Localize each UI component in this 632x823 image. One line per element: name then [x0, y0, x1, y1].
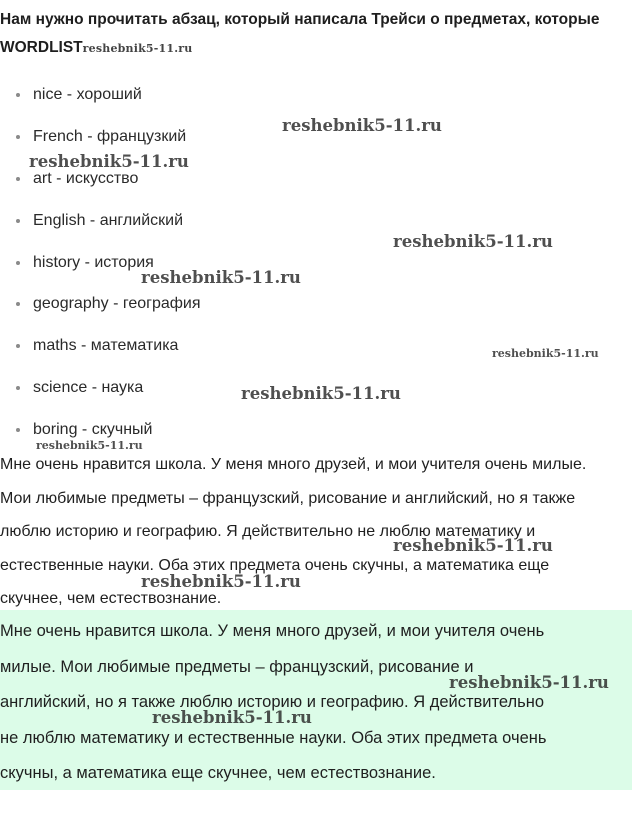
watermark: reshebnik5-11.ru [449, 673, 609, 692]
wordlist-label: WORDLIST [0, 39, 83, 56]
bullet-icon [16, 261, 20, 265]
bullet-icon [16, 344, 20, 348]
list-item-text: maths - математика [33, 337, 179, 355]
page-header [0, 6, 632, 63]
list-item [14, 208, 201, 250]
list-item-text: boring - скучный [33, 421, 153, 439]
watermark: reshebnik5-11.ru [141, 268, 301, 287]
bullet-icon [16, 219, 20, 223]
paragraph-line: люблю историю и географию. Я действительно не люблю математику и [0, 523, 536, 540]
watermark: reshebnik5-11.ru [282, 116, 442, 135]
bullet-icon [16, 135, 20, 139]
list-item [14, 333, 201, 375]
list-item-text: science - наука [33, 379, 144, 397]
bullet-icon [16, 386, 20, 390]
watermark: reshebnik5-11.ru [393, 536, 553, 555]
list-item-text: geography - география [33, 295, 201, 313]
paragraph-line: скучнее, чем естествознание. [0, 590, 222, 607]
watermark: reshebnik5-11.ru [152, 708, 312, 727]
bullet-icon [16, 428, 20, 432]
watermark: reshebnik5-11.ru [36, 439, 143, 452]
paragraph-line: милые. Мои любимые предметы – французский, рисование и [0, 657, 474, 676]
list-item [14, 82, 201, 124]
list-item-text: French - французкий [33, 127, 187, 145]
bullet-icon [16, 302, 20, 306]
list-item-text: English - английский [33, 211, 183, 229]
paragraph-russian [0, 448, 630, 616]
header-line: Нам нужно прочитать абзац, который написала Трейси о предметах, которые [0, 11, 600, 28]
paragraph-line: Мне очень нравится школа. У меня много друзей, и мои учителя очень милые. [0, 456, 587, 473]
list-item [14, 375, 201, 417]
paragraph-line: не люблю математику и естественные науки. Оба этих предмета очень [0, 728, 547, 747]
wordlist-heading [0, 34, 632, 63]
watermark: reshebnik5-11.ru [141, 572, 301, 591]
paragraph-line: естественные науки. Оба этих предмета очень скучны, а математика еще [0, 556, 550, 574]
bullet-icon [16, 93, 20, 97]
watermark: reshebnik5-11.ru [241, 384, 401, 403]
paragraph-line: Мои любимые предметы – французский, рисование и английский, но я также [0, 489, 576, 507]
watermark: reshebnik5-11.ru [29, 152, 189, 171]
watermark: reshebnik5-11.ru [492, 347, 599, 360]
list-item-text: nice - хороший [33, 86, 142, 103]
watermark: reshebnik5-11.ru [393, 232, 553, 251]
list-item [14, 291, 201, 333]
list-item-text: history - история [33, 253, 154, 271]
list-item-text: art - искусство [33, 169, 139, 187]
bullet-icon [16, 177, 20, 181]
paragraph-line: Мне очень нравится школа. У меня много друзей, и мои учителя очень [0, 622, 545, 640]
paragraph-line: английский, но я также люблю историю и географию. Я действительно [0, 693, 545, 711]
paragraph-highlighted [0, 610, 632, 790]
list-item [14, 166, 201, 208]
paragraph-line: скучны, а математика еще скучнее, чем естествознание. [0, 764, 436, 782]
watermark-inline: reshebnik5-11.ru [82, 42, 193, 55]
